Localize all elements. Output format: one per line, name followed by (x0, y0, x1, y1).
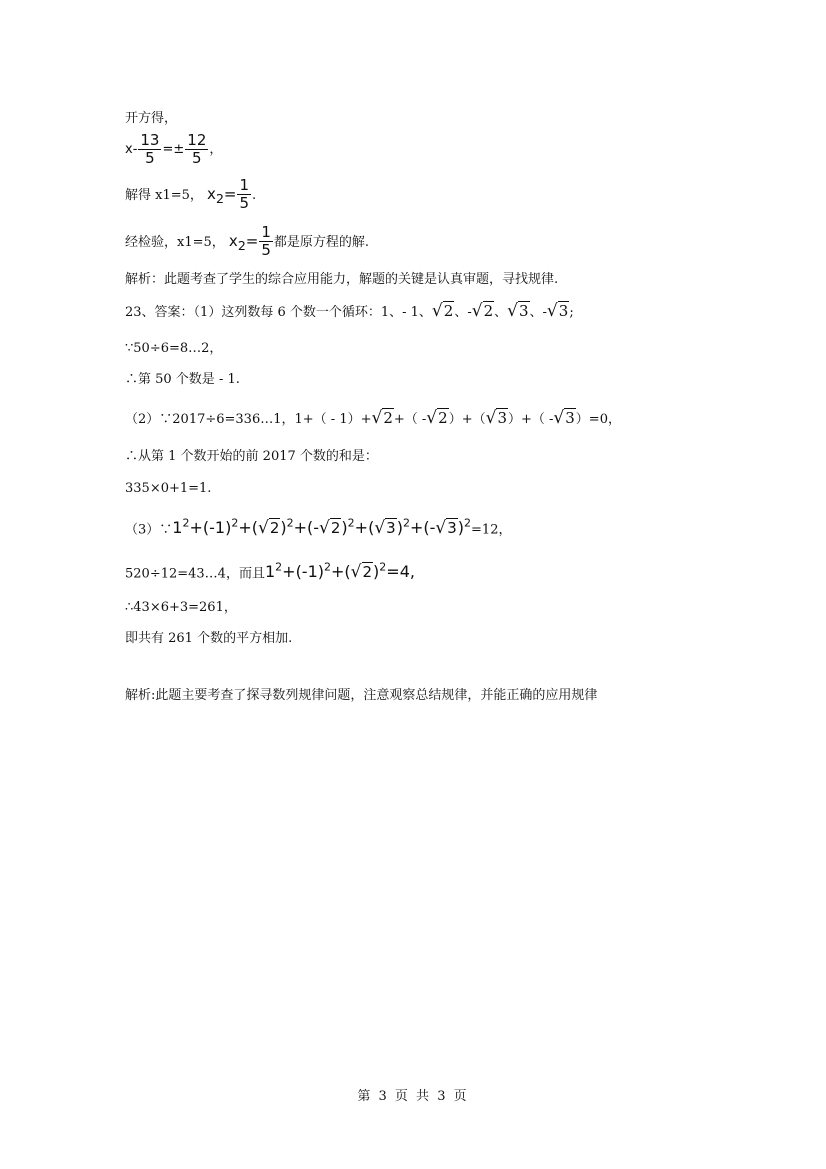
sqrt: √3 (507, 301, 529, 321)
text: 解得 x1=5， (125, 188, 203, 203)
sqrt: √2 (471, 301, 494, 321)
sqrt: √2 (257, 518, 280, 539)
text: （2）∵2017÷6=336…1，1+（ - 1）+ (125, 412, 372, 427)
denominator: 5 (239, 194, 250, 212)
sqrt: √3 (374, 518, 396, 539)
separator: 、- (454, 305, 472, 320)
answer-line (125, 410, 621, 427)
expr-part: +(-1) (189, 518, 232, 538)
text-line: 335×0+1=1. (125, 481, 212, 496)
denominator: 5 (145, 149, 155, 167)
verification-line (125, 225, 369, 258)
expr-part: +(-1) (282, 562, 324, 582)
denominator: 5 (192, 149, 202, 167)
text-line: ∴43×6+3=261， (125, 600, 237, 615)
radicand: 2 (269, 519, 280, 538)
fraction (138, 133, 161, 166)
math-text: ， (209, 142, 223, 157)
expr-part: ) (341, 518, 348, 538)
numerator: 1 (239, 176, 250, 194)
text-line: ∴从第 1 个数开始的前 2017 个数的和是： (125, 449, 378, 464)
expr-part: ) (457, 518, 465, 538)
fraction (185, 133, 208, 166)
page-footer: 第 3 页 共 3 页 (357, 1089, 469, 1104)
numerator: 12 (187, 131, 207, 149)
sqrt: √2 (431, 301, 454, 321)
analysis-line: 解析：此题考查了学生的综合应用能力，解题的关键是认真审题，寻找规律. (125, 272, 559, 287)
radicand: 2 (443, 302, 454, 320)
radicand: 2 (330, 519, 341, 538)
text: +（ - (393, 412, 427, 427)
radicand: 3 (447, 519, 457, 538)
equals: = (245, 232, 259, 250)
answer-line (125, 518, 511, 537)
power: 2 (379, 561, 387, 574)
math-text (207, 176, 252, 212)
numerator: 13 (140, 131, 160, 149)
text: ）+（ (448, 412, 486, 427)
expr-part: +( (354, 518, 375, 538)
expr-part: +(- (409, 518, 436, 538)
expr-part: +( (331, 562, 351, 582)
power: 2 (275, 561, 283, 574)
fraction (237, 178, 251, 211)
text: 520÷12=43…4，而且 (125, 566, 265, 582)
radicand: 3 (386, 519, 396, 538)
power: 2 (347, 517, 355, 530)
equals: = (223, 185, 237, 203)
text-line: 即共有 261 个数的平方相加. (125, 631, 293, 646)
denominator: 5 (261, 241, 271, 259)
power: 2 (231, 517, 239, 530)
power: 2 (402, 517, 410, 530)
analysis-line: 解析:此题主要考查了探寻数列规律问题，注意观察总结规律，并能正确的应用规律 (125, 688, 598, 703)
expr-part: 1 (172, 518, 183, 538)
text: 经检验，x1=5， (125, 235, 225, 250)
solution-line (125, 178, 256, 211)
radicand: 3 (518, 302, 529, 320)
sqrt: √3 (546, 301, 569, 321)
expr-part: 1 (264, 562, 276, 582)
text-line: 开方得， (125, 111, 178, 126)
expr-part: ) (373, 562, 380, 582)
radicand: 3 (497, 409, 507, 427)
fraction (259, 225, 273, 258)
radicand: 3 (558, 302, 569, 320)
text: ）+（ - (507, 412, 554, 427)
radicand: 2 (383, 409, 393, 427)
subscript: 2 (237, 238, 246, 253)
sqrt: √3 (435, 518, 457, 539)
numerator: 1 (261, 223, 271, 241)
text: =12， (471, 522, 512, 538)
text: 都是原方程的解. (273, 235, 370, 250)
text: ）=0， (575, 412, 621, 427)
radicand: 2 (362, 563, 373, 582)
separator: 、 (494, 305, 508, 320)
sqrt: √2 (371, 408, 393, 428)
sqrt: √2 (426, 408, 448, 428)
equation-line (125, 133, 222, 166)
math-text (228, 223, 274, 259)
var: x (228, 232, 238, 250)
answer-line (125, 562, 415, 581)
expr-part: +( (238, 518, 258, 538)
answer-line (125, 303, 574, 320)
power: 2 (286, 517, 294, 530)
text-line: ∵50÷6=8…2， (125, 341, 223, 356)
separator: 、- (529, 305, 547, 320)
subscript: 2 (215, 191, 224, 206)
radicand: 2 (438, 409, 448, 427)
power: 2 (464, 517, 472, 530)
power: 2 (182, 517, 190, 530)
math-text: =± (162, 142, 185, 157)
expression (265, 562, 415, 581)
text: 23、答案：（1）这列数每 6 个数一个循环：1、- 1、 (125, 305, 432, 320)
sqrt: √2 (319, 518, 341, 539)
text: . (252, 188, 257, 203)
expr-part: =4, (386, 562, 415, 582)
expr-part: ) (280, 518, 287, 538)
sqrt: √3 (485, 408, 507, 428)
expr-part: +(- (293, 518, 320, 538)
text: （3）∵ (125, 522, 173, 538)
expr-part: ) (396, 518, 403, 538)
sqrt: √2 (350, 562, 373, 583)
var: x (207, 185, 216, 203)
expression (172, 518, 471, 537)
power: 2 (324, 561, 331, 574)
math-text: x- (125, 142, 138, 157)
sqrt: √3 (553, 408, 575, 428)
radicand: 2 (483, 302, 494, 320)
text-line: ∴第 50 个数是 - 1. (125, 372, 240, 387)
separator: ; (569, 305, 574, 320)
radicand: 3 (565, 409, 575, 427)
